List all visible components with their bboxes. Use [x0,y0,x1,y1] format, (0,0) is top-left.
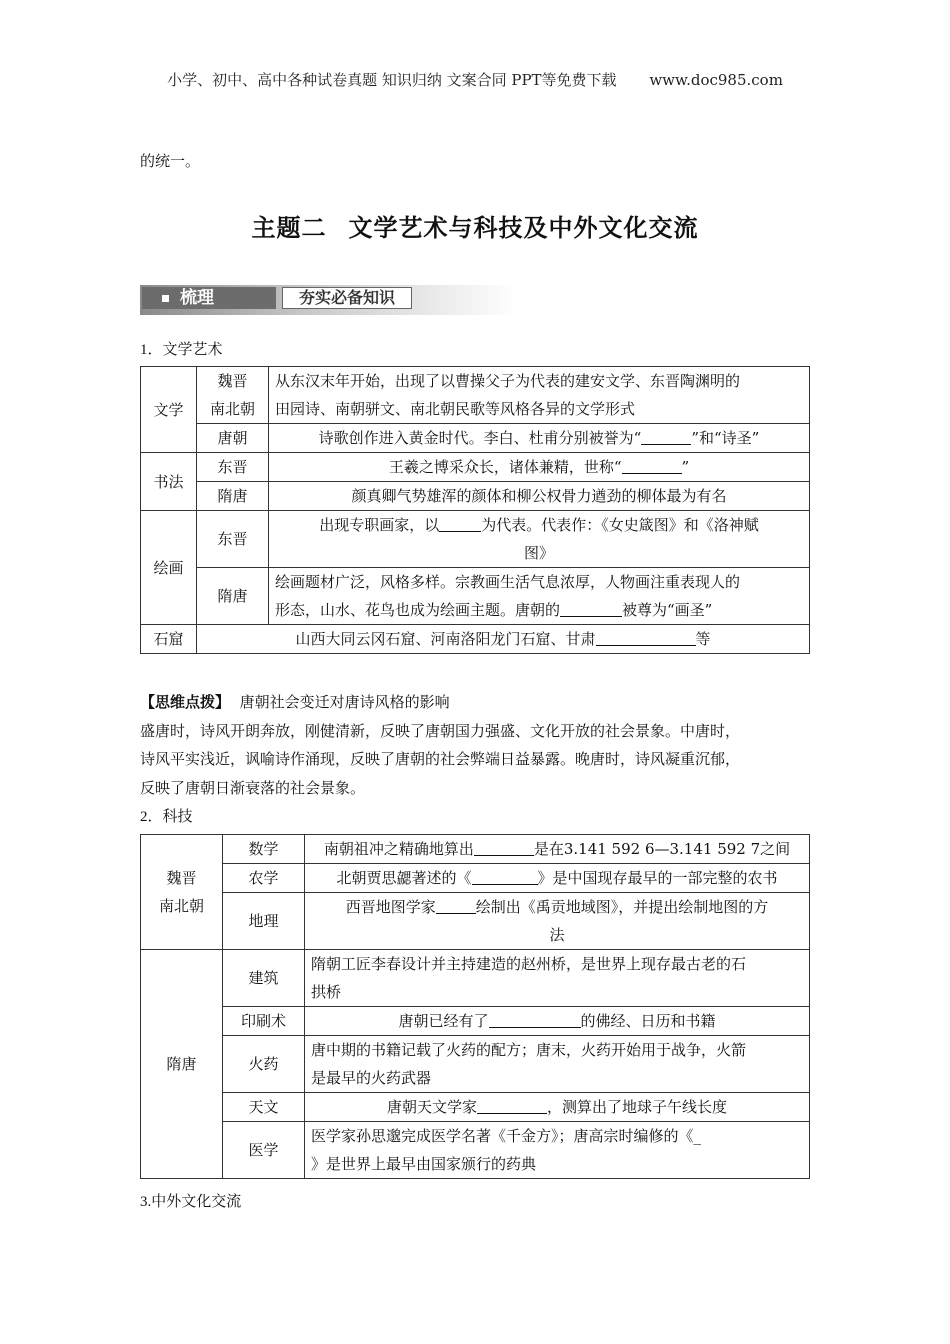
header-url[interactable]: www.doc985.com [649,71,783,89]
table-row [141,835,810,864]
cell-tianwen-desc: 唐朝天文学家 ，测算出了地球子午线长度 [305,1093,810,1122]
answer-blank[interactable] [596,627,696,646]
page-title [0,208,950,243]
thinking-line: 诗风平实浅近，讽喻诗作涌现，反映了唐朝的社会弊端日益暴露。晚唐时，诗风凝重沉郁， [140,750,741,768]
cell-shufa: 书法 [141,453,197,511]
cell-dongjin: 东晋 [197,511,269,568]
section-banner [140,285,518,315]
table-row [141,950,810,1007]
cell-yixue: 医学 [223,1122,305,1179]
table-row [141,424,810,453]
table-row [141,893,810,950]
cell-weijin-nanbei: 魏晋 南北朝 [141,835,223,950]
answer-blank[interactable] [439,513,481,532]
cell-huihua-suitang-desc: 绘画题材广泛，风格多样。宗教画生活气息浓厚，人物画注重表现人的 形态，山水、花鸟也成为绘画主题。唐朝的 被尊为“画圣” [269,568,810,625]
cell-tianwen: 天文 [223,1093,305,1122]
answer-blank[interactable] [472,866,538,885]
table-row [141,367,810,424]
cell-suitang: 隋唐 [197,568,269,625]
thinking-line: 盛唐时，诗风开朗奔放，刚健清新，反映了唐朝国力强盛、文化开放的社会景象。中唐时， [140,721,741,740]
square-icon [162,295,169,302]
answer-blank[interactable] [436,895,476,914]
cell-huihua: 绘画 [141,511,197,625]
table-row [141,625,810,654]
cell-suitang: 隋唐 [141,950,223,1179]
cell-shufa-dongjin-desc: 王羲之博采众长，诸体兼精，世称“ ” [269,453,810,482]
answer-blank[interactable] [474,837,534,856]
cell-dili: 地理 [223,893,305,950]
cell-yinshua-desc: 唐朝已经有了 的佛经、日历和书籍 [305,1007,810,1036]
banner-tag [142,287,276,309]
section-3-heading: 3.中外文化交流 [140,1192,242,1210]
title-part1: 主题二 [251,213,327,242]
cell-shiku: 石窟 [141,625,197,654]
cell-shufa-suitang-desc: 颜真卿气势雄浑的颜体和柳公权骨力遒劲的柳体最为有名 [269,482,810,511]
answer-blank[interactable] [560,598,622,617]
table-row [141,568,810,625]
thinking-label: 【思维点拨】 [140,693,231,711]
answer-blank[interactable] [477,1095,547,1114]
table-row [141,482,810,511]
cell-shuxue-desc: 南朝祖冲之精确地算出 是在3.141 592 6—3.141 592 7之间 [305,835,810,864]
cell-nongxue-desc: 北朝贾思勰著述的《 》是中国现存最早的一部完整的农书 [305,864,810,893]
cell-dongjin: 东晋 [197,453,269,482]
section-1-heading: 1．文学艺术 [140,340,223,358]
thinking-heading: 唐朝社会变迁对唐诗风格的影响 [239,693,450,711]
cell-dili-desc: 西晋地图学家 绘制出《禹贡地域图》，并提出绘制地图的方 法 [305,893,810,950]
cell-jianzhu: 建筑 [223,950,305,1007]
cell-weijin-nanbei: 魏晋 南北朝 [197,367,269,424]
cell-huihua-dongjin-desc: 出现专职画家，以 为代表。代表作：《女史箴图》和《洛神赋 图》 [269,511,810,568]
table-row [141,1036,810,1093]
thinking-tip [140,688,820,802]
table-row [141,511,810,568]
cell-shuxue: 数学 [223,835,305,864]
cell-jianzhu-desc: 隋朝工匠李春设计并主持建造的赵州桥，是世界上现存最古老的石 拱桥 [305,950,810,1007]
cell-tang: 唐朝 [197,424,269,453]
answer-blank[interactable] [622,455,682,474]
cell-huoyao: 火药 [223,1036,305,1093]
cell-yixue-desc: 医学家孙思邈完成医学名著《千金方》；唐高宗时编修的《_ 》是世界上最早由国家颁行的药典 [305,1122,810,1179]
cell-nongxue: 农学 [223,864,305,893]
lead-text: 的统一。 [140,152,201,170]
banner-tag-label: 梳理 [180,288,214,308]
page-header [0,69,950,90]
section-2-heading: 2．科技 [140,807,193,825]
cell-suitang: 隋唐 [197,482,269,511]
answer-blank[interactable] [641,426,691,445]
cell-tang-desc: 诗歌创作进入黄金时代。李白、杜甫分别被誉为“ ”和“诗圣” [269,424,810,453]
cell-weijin-desc: 从东汉末年开始，出现了以曹操父子为代表的建安文学、东晋陶渊明的 田园诗、南朝骈文、南北朝民歌等风格各异的文学形式 [269,367,810,424]
table-row [141,1122,810,1179]
thinking-line: 反映了唐朝日渐衰落的社会景象。 [140,778,366,797]
answer-blank[interactable] [489,1009,581,1028]
table-row [141,1007,810,1036]
table-row [141,864,810,893]
table-literature-art [140,366,810,654]
title-part2: 文学艺术与科技及中外文化交流 [348,213,699,242]
banner-subtitle: 夯实必备知识 [282,287,412,309]
table-row [141,1093,810,1122]
table-row [141,453,810,482]
cell-wenxue: 文学 [141,367,197,453]
table-science-tech [140,834,810,1179]
cell-shiku-desc: 山西大同云冈石窟、河南洛阳龙门石窟、甘肃 等 [197,625,810,654]
header-text: 小学、初中、高中各种试卷真题 知识归纳 文案合同 PPT等免费下载 [167,71,617,89]
cell-yinshua: 印刷术 [223,1007,305,1036]
cell-huoyao-desc: 唐中期的书籍记载了火药的配方；唐末，火药开始用于战争，火箭 是最早的火药武器 [305,1036,810,1093]
